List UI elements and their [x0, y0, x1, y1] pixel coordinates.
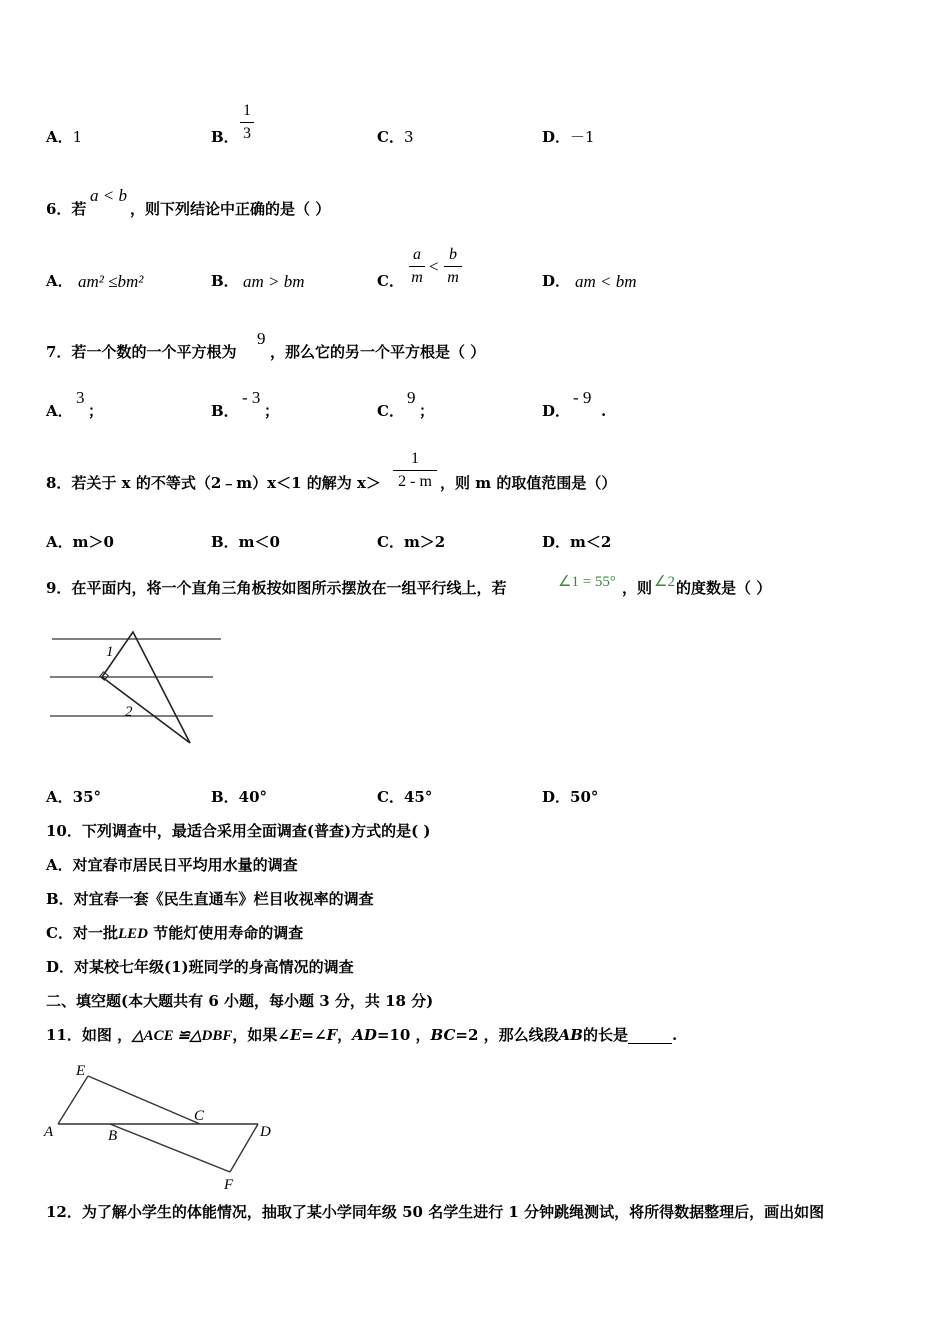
q8-option-a: A．m＞0 — [46, 533, 114, 551]
q10-option-d: D．对某校七年级(1)班同学的身高情况的调查 — [46, 958, 354, 976]
q7-option-d-val: - 9 — [573, 388, 592, 407]
q8-stem-a: 8．若关于 x 的不等式（2﹣m）x＜1 的解为 x＞ — [46, 474, 381, 492]
q7-option-b-label: B． — [211, 402, 239, 420]
segment-EC — [88, 1076, 200, 1124]
q9-angle1: ∠1 = 55° — [558, 574, 616, 590]
q9-option-d: D．50° — [542, 788, 599, 806]
q10-option-c: C．对一批LED 节能灯使用寿命的调查 — [46, 924, 304, 942]
section-2-heading: 二、填空题(本大题共有 6 小题，每小题 3 分，共 18 分) — [46, 992, 434, 1010]
label-A: A — [44, 1124, 54, 1140]
q9-option-c: C．45° — [377, 788, 433, 806]
q7-option-b-end: ； — [264, 402, 280, 420]
q7-option-a-label: A． — [46, 402, 73, 420]
q7-option-c-val: 9 — [407, 388, 416, 407]
q9-option-a: A．35° — [46, 788, 102, 806]
q9-stem-c: 的度数是（ ） — [676, 579, 772, 597]
q8-stem-b: ，则 m 的取值范围是（） — [440, 474, 617, 492]
q6-option-c-op: < — [429, 257, 439, 276]
q7-option-b-val: - 3 — [242, 388, 261, 407]
segment-BF — [110, 1124, 230, 1172]
q6-option-a-expr: am² ≤bm² — [78, 272, 144, 291]
label-B: B — [108, 1128, 118, 1144]
triangle-ruler — [102, 632, 190, 743]
q6-stem-b: ，则下列结论中正确的是（ ） — [130, 200, 331, 218]
q5-option-c: C．3 — [377, 128, 414, 146]
q7-option-d-end: . — [601, 402, 607, 420]
angle-label-2: 2 — [125, 704, 133, 720]
q6-option-c-fraction-left: a m — [409, 247, 425, 286]
q6-option-a-label: A． — [46, 272, 73, 290]
q6-condition: a < b — [90, 186, 127, 205]
segment-DF — [230, 1124, 258, 1172]
q9-figure — [40, 620, 240, 760]
q9-angle2: ∠2 — [654, 574, 675, 590]
q7-option-c-end: ； — [419, 402, 435, 420]
q5-option-a: A．1 — [46, 128, 83, 146]
q10-option-b: B．对宜春一套《民生直通车》栏目收视率的调查 — [46, 890, 374, 908]
q6-option-d-label: D． — [542, 272, 571, 290]
q9-option-b: B．40° — [211, 788, 268, 806]
q5-option-d: D．－1 — [542, 128, 595, 146]
label-D: D — [260, 1124, 271, 1140]
q12-stem: 12．为了解小学生的体能情况，抽取了某小学同年级 50 名学生进行 1 分钟跳绳测试，将所得数据整理后，画出如图 — [46, 1203, 825, 1221]
q6-option-b-expr: am > bm — [243, 272, 305, 291]
q8-option-c: C．m＞2 — [377, 533, 446, 551]
q7-option-d-label: D． — [542, 402, 571, 420]
q9-stem-b: ，则 — [622, 579, 653, 597]
q7-root: 9 — [257, 329, 266, 348]
q5-option-b-fraction: 1 3 — [240, 103, 254, 142]
q11-stem: 11．如图 ，△ACE ≌△DBF，如果∠E=∠F，AD=10 ，BC=2 ，那么线段AB的长是 . — [46, 1026, 678, 1044]
q8-option-d: D．m＜2 — [542, 533, 612, 551]
q7-option-c-label: C． — [377, 402, 404, 420]
segment-AE — [58, 1076, 88, 1124]
angle-label-1: 1 — [106, 644, 114, 660]
q7-option-a-end: ； — [88, 402, 104, 420]
label-C: C — [194, 1108, 205, 1124]
q9-stem-a: 9．在平面内，将一个直角三角板按如图所示摆放在一组平行线上，若 — [46, 579, 507, 597]
q7-option-a-val: 3 — [76, 388, 85, 407]
q11-figure — [40, 1060, 280, 1195]
q10-stem: 10．下列调查中，最适合采用全面调查(普查)方式的是( ) — [46, 822, 431, 840]
q7-stem-a: 7．若一个数的一个平方根为 — [46, 343, 237, 361]
q8-fraction: 1 2 - m — [393, 451, 437, 490]
q11-answer-blank[interactable] — [628, 1031, 672, 1044]
q6-option-c-label: C． — [377, 272, 404, 290]
q6-stem-a: 6．若 — [46, 200, 87, 218]
label-F: F — [224, 1177, 234, 1193]
q10-option-a: A．对宜春市居民日平均用水量的调查 — [46, 856, 298, 874]
q7-stem-b: ，那么它的另一个平方根是（ ） — [270, 343, 486, 361]
q5-option-b: B． — [211, 128, 239, 146]
q6-option-c-fraction-right: b m — [444, 247, 462, 286]
label-E: E — [76, 1063, 86, 1079]
q8-option-b: B．m＜0 — [211, 533, 280, 551]
q6-option-b-label: B． — [211, 272, 239, 290]
q6-option-d-expr: am < bm — [575, 272, 637, 291]
